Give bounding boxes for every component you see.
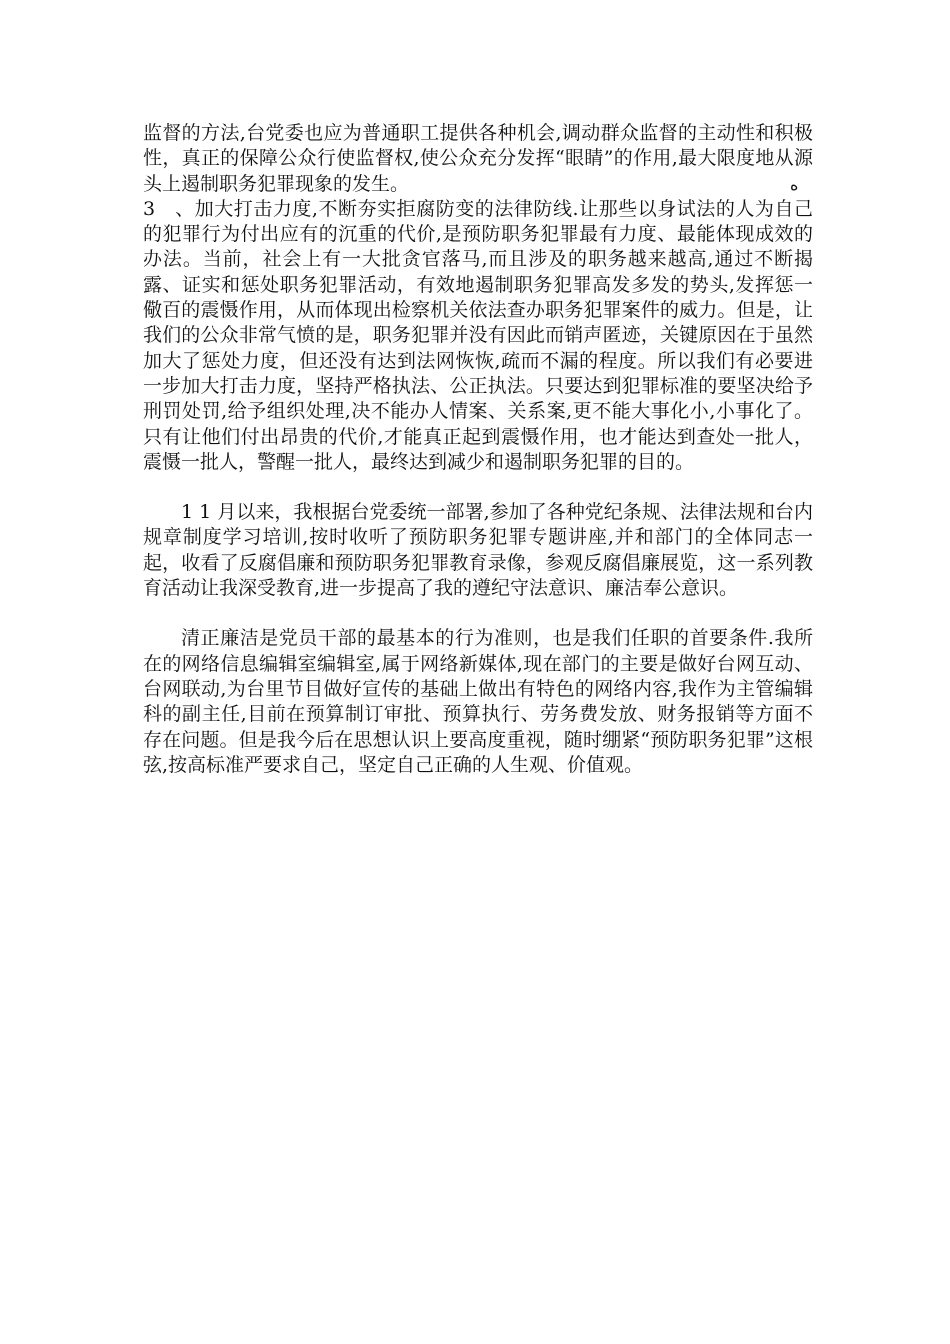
paragraph-supervision-methods: 监督的方法,台党委也应为普通职工提供各种机会,调动群众监督的主动性和积极性，真正的保障公众行使监督权,使公众充分发挥“眼睛”的作用,最大限度地从源头上遏制职务犯罪现象的发生。: [143, 122, 813, 195]
document-body: [143, 121, 813, 778]
stray-glyph-mark: ه: [790, 175, 799, 194]
paragraph-integrity: 清正廉洁是党员干部的最基本的行为准则，也是我们任职的首要条件.我所在的网络信息编辑室编辑室,属于网络新媒体,现在部门的主要是做好台网互动、台网联动,为台里节目做好宣传的基础上做出有特色的网络内容,我作为主管编辑科的副主任,目前在预算制订审批、预算执行、劳务费发放、财务报销等方面不存在问题。但是我今后在思想认识上要高度重视，随时绷紧“预防职务犯罪”这根弦,按高标准严要求自己，坚定自己正确的人生观、价值观。: [143, 627, 813, 776]
paragraph-strengthen-crackdown: 3 、加大打击力度,不断夯实拒腐防变的法律防线.让那些以身试法的人为自己的犯罪行为付出应有的沉重的代价,是预防职务犯罪最有力度、最能体现成效的办法。当前，社会上有一大批贪官落马,而且涉及的职务越来越高,通过不断揭露、证实和惩处职务犯罪活动，有效地遏制职务犯罪高发多发的势头,发挥惩一儆百的震慑作用，从而体现出检察机关依法查办职务犯罪案件的威力。但是，让我们的公众非常气愤的是，职务犯罪并没有因此而销声匿迹，关键原因在于虽然加大了惩处力度，但还没有达到法网恢恢,疏而不漏的程度。所以我们有必要进一步加大打击力度，坚持严格执法、公正执法。只要达到犯罪标准的要坚决给予刑罚处罚,给予组织处理,决不能办人情案、关系案,更不能大事化小,小事化了。只有让他们付出昂贵的代价,才能真正起到震慑作用，也才能达到查处一批人，震慑一批人，警醒一批人，最终达到减少和遏制职务犯罪的目的。: [143, 197, 813, 473]
paragraph-study-training: 1 1 月以来，我根据台党委统一部署,参加了各种党纪条规、法律法规和台内规章制度学习培训,按时收听了预防职务犯罪专题讲座,并和部门的全体同志一起，收看了反腐倡廉和预防职务犯罪教育录像，参观反腐倡廉展览，这一系列教育活动让我深受教育,进一步提高了我的遵纪守法意识、廉洁奉公意识。: [143, 501, 813, 600]
